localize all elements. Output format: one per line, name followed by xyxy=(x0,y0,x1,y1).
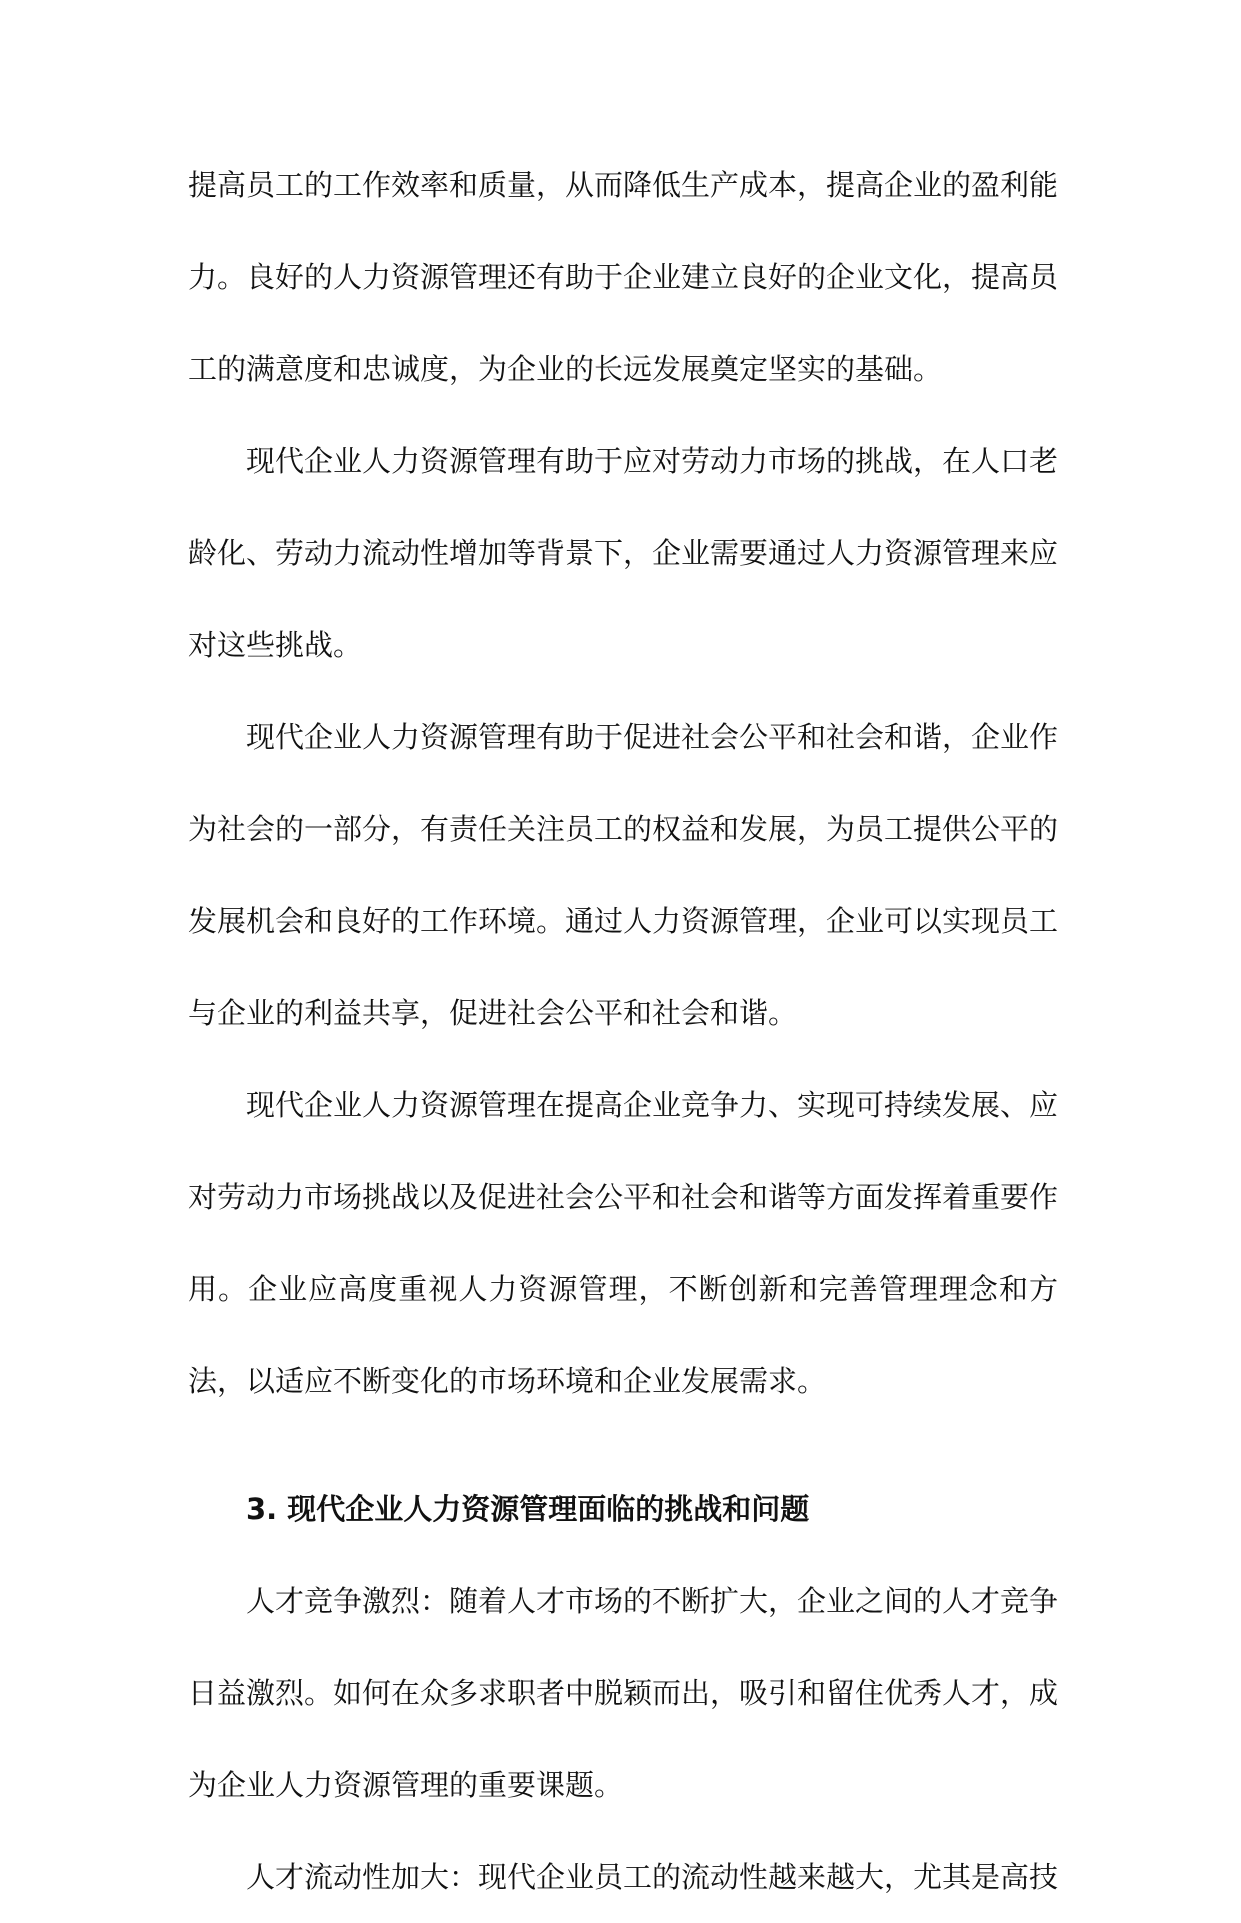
paragraph-2: 现代企业人力资源管理有助于应对劳动力市场的挑战，在人口老龄化、劳动力流动性增加等背景下，企业需要通过人力资源管理来应对这些挑战。 xyxy=(188,444,1059,662)
paragraph-1: 提高员工的工作效率和质量，从而降低生产成本，提高企业的盈利能力。良好的人力资源管理还有助于企业建立良好的企业文化，提高员工的满意度和忠诚度，为企业的长远发展奠定坚实的基础。 xyxy=(188,168,1059,386)
section-heading: 3. 现代企业人力资源管理面临的挑战和问题 xyxy=(246,1492,810,1526)
paragraph-6: 人才流动性加大：现代企业员工的流动性越来越大，尤其是高技 xyxy=(246,1860,1059,1894)
paragraph-5: 人才竞争激烈：随着人才市场的不断扩大，企业之间的人才竞争日益激烈。如何在众多求职者中脱颖而出，吸引和留住优秀人才，成为企业人力资源管理的重要课题。 xyxy=(188,1584,1059,1802)
paragraph-4: 现代企业人力资源管理在提高企业竞争力、实现可持续发展、应对劳动力市场挑战以及促进社会公平和社会和谐等方面发挥着重要作用。企业应高度重视人力资源管理，不断创新和完善管理理念和方法，以适应不断变化的市场环境和企业发展需求。 xyxy=(188,1088,1059,1398)
document-body xyxy=(188,139,1058,1923)
paragraph-3: 现代企业人力资源管理有助于促进社会公平和社会和谐，企业作为社会的一部分，有责任关注员工的权益和发展，为员工提供公平的发展机会和良好的工作环境。通过人力资源管理，企业可以实现员工与企业的利益共享，促进社会公平和社会和谐。 xyxy=(188,720,1059,1030)
section-spacer xyxy=(188,1427,1058,1463)
